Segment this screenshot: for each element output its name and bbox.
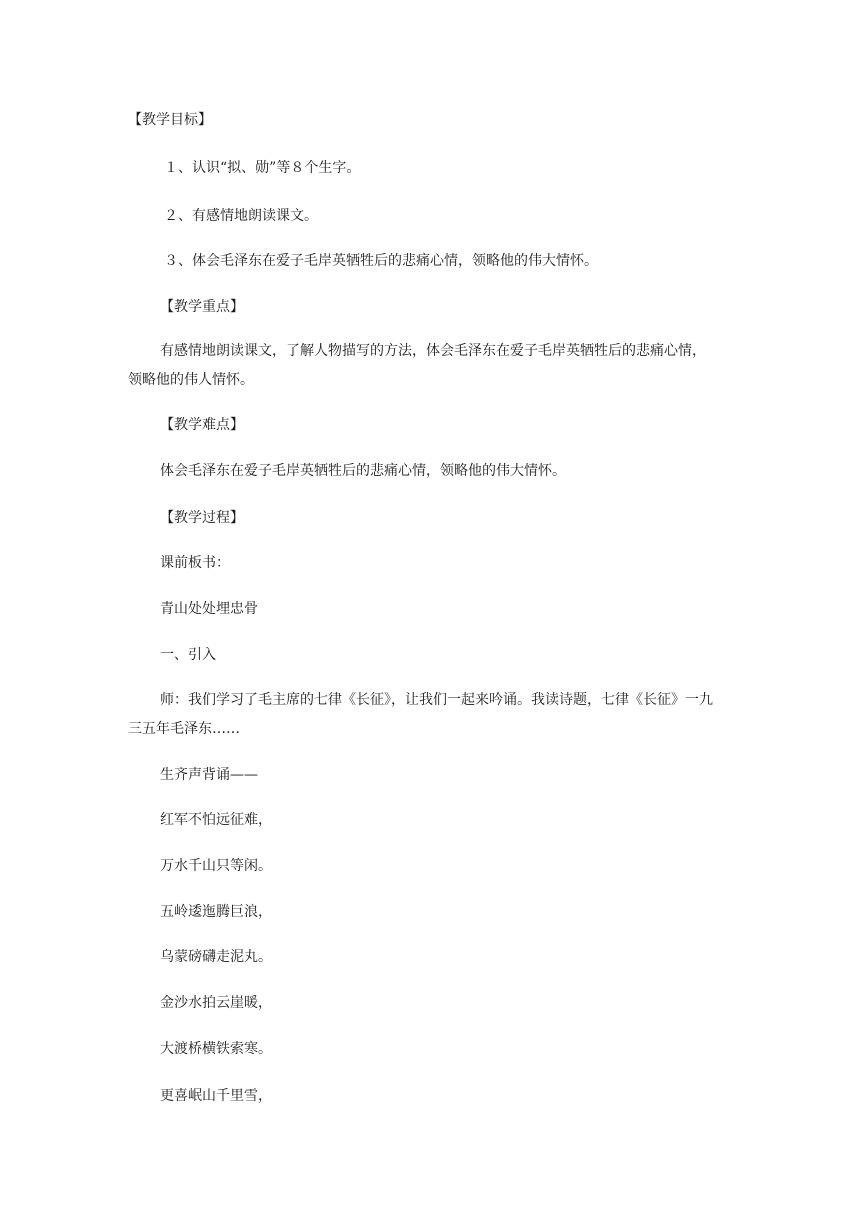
poem-line-6: 大渡桥横铁索寒。 [160,1041,272,1057]
objective-item-2: ２、有感情地朗读课文。 [164,208,318,224]
poem-line-3: 五岭逶迤腾巨浪， [160,904,272,920]
difficulties-paragraph: 体会毛泽东在爱子毛岸英牺牲后的悲痛心情，领略他的伟大情怀。 [160,463,566,479]
heading-teaching-objectives: 【教学目标】 [128,112,212,128]
poem-line-4: 乌蒙磅礴走泥丸。 [160,949,272,965]
poem-line-2: 万水千山只等闲。 [160,858,272,874]
heading-key-points: 【教学重点】 [160,299,244,315]
board-title: 青山处处埋忠骨 [160,601,258,617]
poem-line-1: 红军不怕远征难， [160,812,272,828]
poem-line-7: 更喜岷山千里雪， [160,1088,272,1104]
section-introduction: 一、引入 [160,647,216,663]
recite-label: 生齐声背诵—— [160,767,258,783]
heading-difficulties: 【教学难点】 [160,417,244,433]
poem-line-5: 金沙水拍云崖暖， [160,995,272,1011]
heading-teaching-process: 【教学过程】 [160,510,244,526]
objective-item-1: １、认识“拟、勋”等８个生字。 [164,160,361,176]
teacher-paragraph: 师：我们学习了毛主席的七律《长征》，让我们一起来吟诵。我读诗题，七律《长征》一九三五年毛泽东…… [128,692,713,737]
objective-item-3: ３、体会毛泽东在爱子毛岸英牺牲后的悲痛心情，领略他的伟大情怀。 [164,253,598,269]
board-label: 课前板书： [160,555,230,571]
key-points-paragraph: 有感情地朗读课文，了解人物描写的方法，体会毛泽东在爱子毛岸英牺牲后的悲痛心情，领略他的伟人情怀。 [128,343,706,388]
